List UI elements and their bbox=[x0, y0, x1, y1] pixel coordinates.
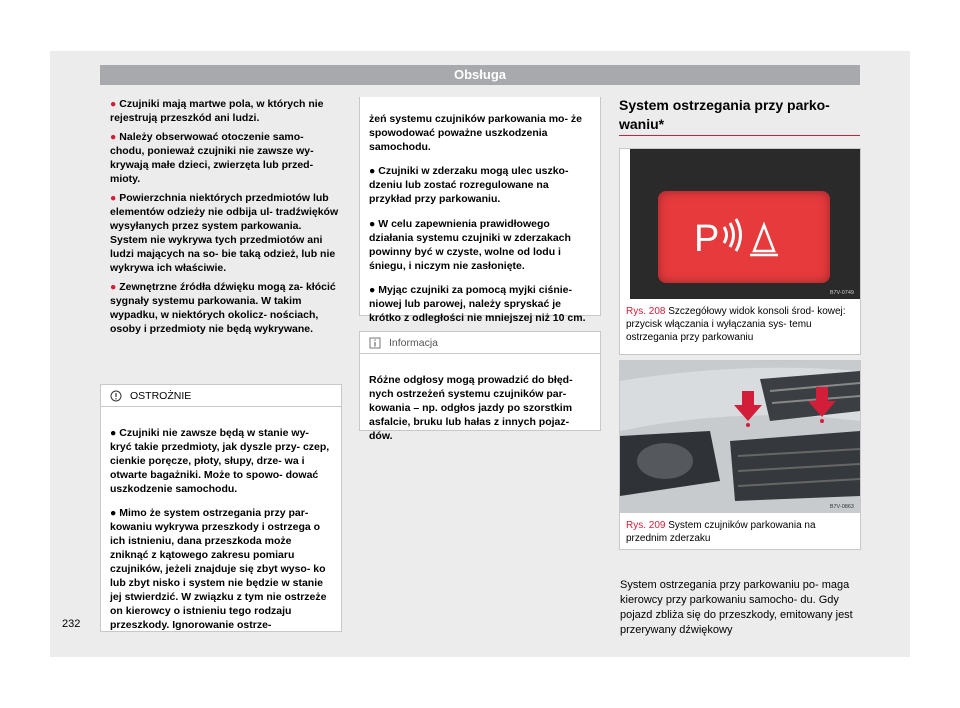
caution-header bbox=[101, 385, 341, 407]
info-text: Różne odgłosy mogą prowadzić do błęd- nych ostrzeżeń systemu czujników par- kowania – np. odgłos jazdy po szorstkim asfalcie, bruku lub hałas z innych pojaz- dów. bbox=[369, 373, 573, 442]
caution-item: ● Myjąc czujniki za pomocą myjki ciśnie- niowej lub parowej, należy spryskać je krótko z odległości nie mniejszej niż 10 cm. bbox=[369, 284, 586, 324]
caution-continued: żeń systemu czujników parkowania mo- że spowodować poważne uszkodzenia samochodu. bbox=[369, 112, 582, 153]
bullet-item: ● Powierzchnia niektórych przedmiotów lub elementów odzieży nie odbija ul- tradźwięków wysyłanych przez system parkowania. System nie wykrywa tych przedmiotów ani ludzi mających na so- bie taką odzież, lub nie wykrywa ich właściwie. bbox=[110, 192, 339, 274]
figure-code: B7V-0863 bbox=[829, 504, 854, 510]
info-title: Informacja bbox=[389, 336, 439, 349]
figure-208 bbox=[619, 148, 861, 355]
caution-title: OSTROŻNIE bbox=[130, 389, 192, 402]
figure-209 bbox=[619, 360, 861, 550]
bullet-item: ● Zewnętrzne źródła dźwięku mogą za- kłócić sygnały systemu parkowania. W takim wypadku, w niektórych okolicz- nościach, osoby i przedmioty nie będą wykrywane. bbox=[110, 281, 336, 335]
section-title: System ostrzegania przy parko- waniu* bbox=[619, 97, 830, 132]
figure-caption: Rys. 209 System czujników parkowania na przednim zderzaku bbox=[626, 520, 816, 544]
column-1 bbox=[110, 97, 340, 341]
page-number: 232 bbox=[62, 618, 81, 630]
console-photo bbox=[630, 149, 860, 299]
info-header bbox=[360, 332, 600, 354]
caution-item: ● Mimo że system ostrzegania przy par- kowaniu wykrywa przeszkody i ostrzega o ich istnieniu, dana przeszkoda może zniknąć z kątowego zakresu pomiaru czujników, jeżeli znajduje się zbyt wyso- ko lub zbyt nisko i system nie będzie w stanie jej stwierdzić. W związku z tym nie ostrzeże on kierowcy o istnieniu tego rodzaju przeszkody. Ignorowanie ostrze- bbox=[110, 507, 327, 631]
svg-text:P: P bbox=[694, 218, 720, 260]
warning-icon bbox=[110, 390, 122, 402]
front-bumper-illustration bbox=[620, 361, 860, 513]
section-divider bbox=[619, 135, 860, 136]
figure-caption: Rys. 208 Szczegółowy widok konsoli środ- kowej: przycisk włączania i wyłączania sys- temu ostrzegania przy parkowaniu bbox=[626, 306, 846, 343]
park-distance-icon bbox=[658, 191, 830, 283]
bullet-item: ● Należy obserwować otoczenie samo- chodu, ponieważ czujniki nie zawsze wy- krywają małe dzieci, zwierzęta lub przed- mioty. bbox=[110, 131, 314, 185]
body-paragraph: System ostrzegania przy parkowaniu po- maga kierowcy przy parkowaniu samocho- du. Gdy pojazd zbliża się do przeszkody, emitowany jest przerywany dźwiękowy bbox=[620, 579, 853, 636]
figure-code: B7V-0749 bbox=[829, 290, 854, 296]
bumper-photo bbox=[620, 361, 860, 513]
info-box bbox=[359, 331, 601, 442]
page-header: Obsługa bbox=[100, 65, 860, 85]
caution-item: ● Czujniki w zderzaku mogą ulec uszko- dzeniu lub zostać rozregulowane na przykład przy parkowaniu. bbox=[369, 165, 569, 205]
park-assist-button bbox=[658, 191, 830, 283]
caution-box-continued bbox=[359, 97, 601, 324]
caution-box bbox=[100, 384, 342, 632]
bullet-item: ● Czujniki mają martwe pola, w których nie rejestrują przeszkód ani ludzi. bbox=[110, 98, 324, 124]
caution-item: ● W celu zapewnienia prawidłowego działania systemu czujniki w zderzakach powinny być w czyste, wolne od lodu i śniegu, i niczym nie zasłonięte. bbox=[369, 217, 571, 272]
info-icon bbox=[369, 337, 381, 349]
caution-item: ● Czujniki nie zawsze będą w stanie wy- kryć takie przedmioty, jak dyszle przy- czep, cienkie poręcze, płoty, słupy, drze- wa i otwarte bagażniki. Może to spowo- dować uszkodzenie samochodu. bbox=[110, 426, 330, 495]
